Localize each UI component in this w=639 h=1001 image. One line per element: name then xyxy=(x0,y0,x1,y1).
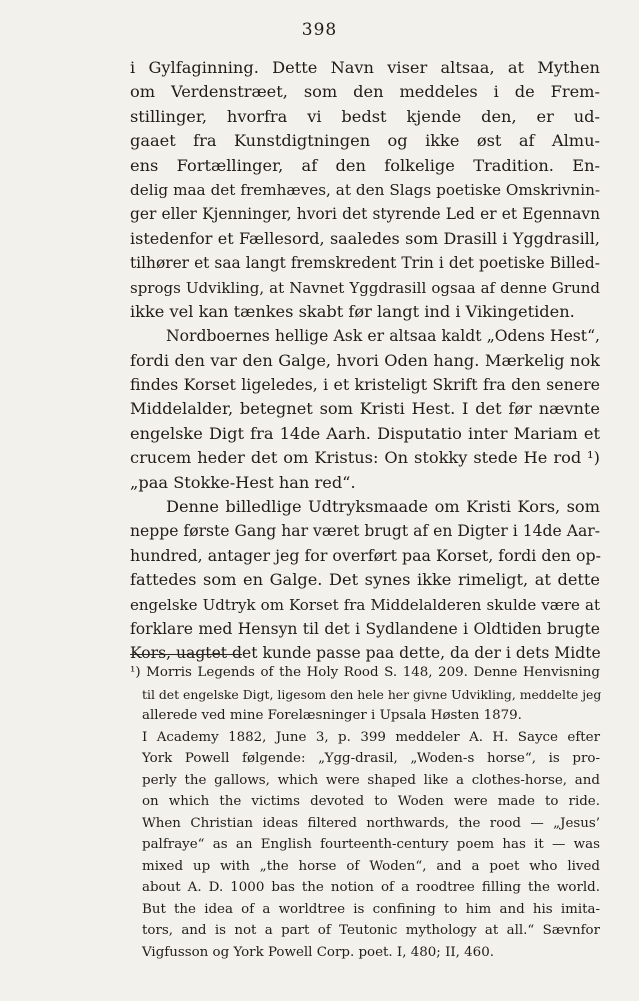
footnote-line: ¹) Morris Legends of the Holy Rood S. 148, 209. Denne Henvisning xyxy=(130,665,600,680)
footnotes-block xyxy=(130,662,600,963)
footnote-line: allerede ved mine Forelæsninger i Upsala Høsten 1879. xyxy=(142,708,522,723)
text-line: engelske Udtryk om Korset fra Middelalderen skulde være at xyxy=(130,595,600,614)
text-line: hundred, antager jeg for overført paa Korset, fordi den op- xyxy=(130,545,601,565)
footnote-divider xyxy=(130,654,242,655)
text-line: forklare med Hensyn til det i Sydlandene i Oldtiden brugte xyxy=(130,619,600,638)
text-line: ens Fortællinger, af den folkelige Tradition. En- xyxy=(130,155,600,175)
text-line: istedenfor et Fællesord, saaledes som Drasill i Yggdrasill, xyxy=(130,228,600,248)
text-line: ger eller Kjenninger, hvori det styrende Led er et Egennavn xyxy=(130,205,600,224)
page-number: 398 xyxy=(301,20,338,40)
footnote-line: tors, and is not a part of Teutonic mythology at all.“ Sævnfor xyxy=(142,923,600,938)
footnote-line: perly the gallows, which were shaped like a clothes-horse, and xyxy=(142,772,600,788)
footnote-line: palfraye“ as an English fourteenth-century poem has it — was xyxy=(142,837,600,852)
text-line: tilhører et saa langt fremskredent Trin i det poetiske Billed- xyxy=(130,254,600,273)
footnote-line: When Christian ideas filtered northwards, the rood — „Jesus’ xyxy=(142,815,600,831)
text-line: crucem heder det om Kristus: On stokky stede He rod ¹) xyxy=(130,448,600,468)
footnote-line: I Academy 1882, June 3, p. 399 meddeler A. H. Sayce efter xyxy=(142,729,600,745)
text-line: fordi den var den Galge, hvori Oden hang. Mærkelig nok xyxy=(130,350,600,370)
footnote-line: But the idea of a worldtree is confining to him and his imita- xyxy=(142,901,600,917)
footnote-line: til det engelske Digt, ligesom den hele her givne Udvikling, meddelte jeg xyxy=(142,686,602,702)
text-line: Middelalder, betegnet som Kristi Hest. I det før nævnte xyxy=(130,399,600,419)
text-line: findes Korset ligeledes, i et kristeligt Skrift fra den senere xyxy=(130,375,600,395)
footnote-line: mixed up with „the horse of Woden“, and a poet who lived xyxy=(142,858,600,874)
text-line: ikke vel kan tænkes skabt før langt ind i Vikingetiden. xyxy=(130,301,575,321)
text-line: om Verdenstræet, som den meddeles i de Frem- xyxy=(130,82,600,102)
text-line: Kors, uagtet det kunde passe paa dette, da der i dets Midte xyxy=(130,644,601,663)
paragraph-start-line: Nordboernes hellige Ask er altsaa kaldt „Odens Hest“, xyxy=(166,327,600,346)
text-line: delig maa det fremhæves, at den Slags poetiske Omskrivnin- xyxy=(130,180,600,199)
text-line: neppe første Gang har været brugt af en Digter i 14de Aar- xyxy=(130,522,600,541)
text-line: „paa Stokke-Hest han red“. xyxy=(130,472,356,492)
text-line: fattedes som en Galge. Det synes ikke rimeligt, at dette xyxy=(130,570,600,590)
text-line: i Gylfaginning. Dette Navn viser altsaa, at Mythen xyxy=(130,58,600,77)
footnote-line: York Powell følgende: „Ygg-drasil, „Woden-s horse“, is pro- xyxy=(142,751,600,766)
footnote-line: about A. D. 1000 bas the notion of a roodtree filling the world. xyxy=(142,880,600,895)
text-line: gaaet fra Kunstdigtningen og ikke øst af Almu- xyxy=(130,131,600,151)
footnote-line: Vigfusson og York Powell Corp. poet. I, 480; II, 460. xyxy=(142,944,494,960)
text-line: sprogs Udvikling, at Navnet Yggdrasill ogsaa af denne Grund xyxy=(130,278,600,297)
text-line: stillinger, hvorfra vi bedst kjende den, er ud- xyxy=(130,106,600,126)
footnote-line: on which the victims devoted to Woden were made to ride. xyxy=(142,794,600,809)
paragraph-start-line: Denne billedlige Udtryksmaade om Kristi Kors, som xyxy=(166,497,600,517)
main-text-block xyxy=(130,56,600,666)
text-line: engelske Digt fra 14de Aarh. Disputatio inter Mariam et xyxy=(130,423,600,443)
